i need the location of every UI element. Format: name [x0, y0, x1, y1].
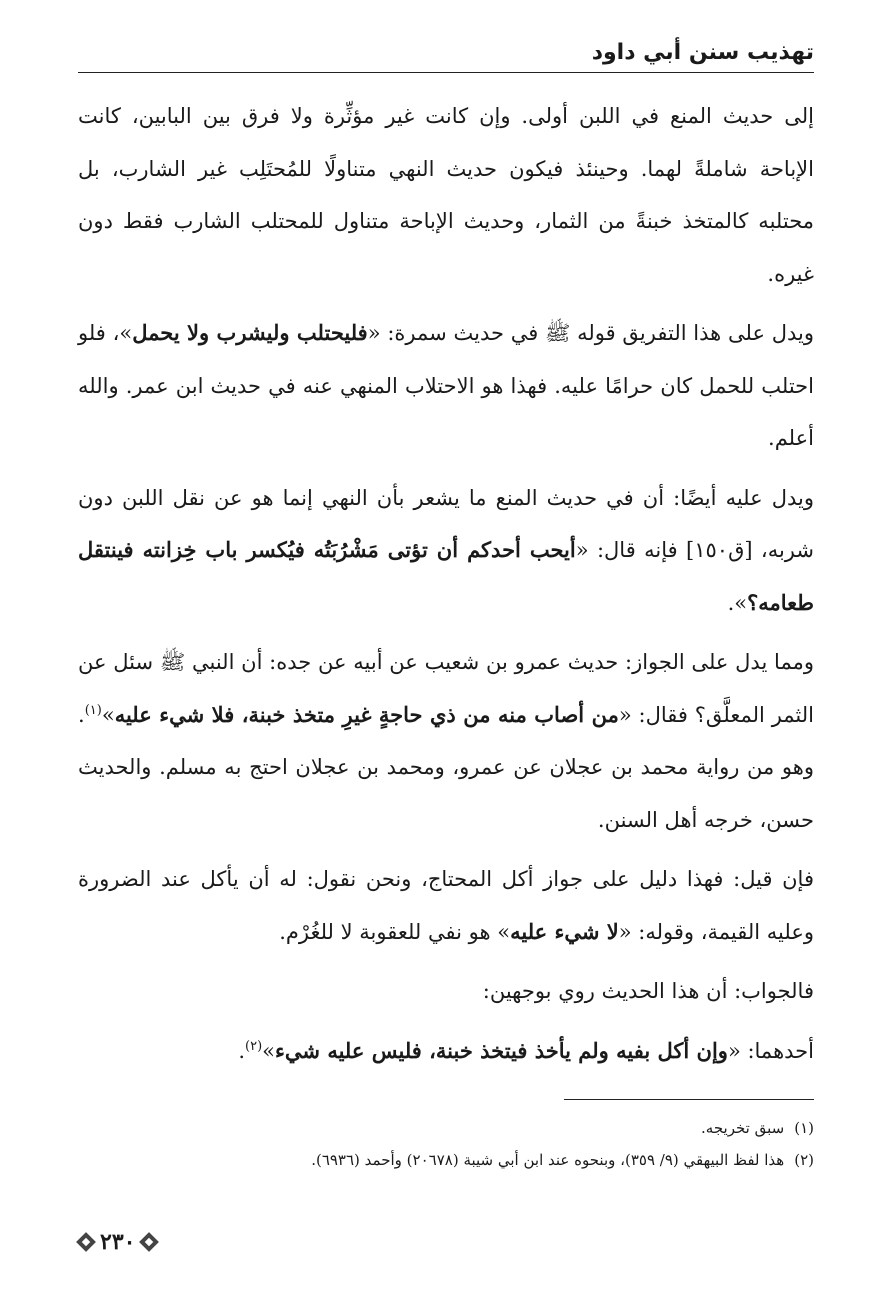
text-run: فالجواب: أن هذا الحديث روي بوجهين:: [482, 979, 814, 1003]
footnote-text: هذا لفظ البيهقي (٩/ ٣٥٩)، وبنحوه عند ابن أبي شيبة (٢٠٦٧٨) وأحمد (٦٩٣٦).: [311, 1151, 785, 1169]
text-run: ».: [727, 590, 748, 615]
footnote-number: (١): [794, 1119, 814, 1137]
footnote-number: (٢): [794, 1151, 814, 1169]
paragraph: [78, 965, 814, 1018]
page-header: [78, 38, 814, 73]
text-run: .: [238, 1038, 246, 1063]
text-run: »: [262, 1038, 276, 1063]
paragraph: [78, 1025, 814, 1078]
footnote-text: سبق تخريجه.: [701, 1119, 785, 1137]
page-number-block: [78, 1229, 157, 1255]
running-title: تهذيب سنن أبي داود: [591, 40, 814, 65]
paragraph: [78, 472, 814, 630]
footnote: [78, 1112, 814, 1144]
hadith-quote: وإن أكل بفيه ولم يأخذ فيتخذ خبنة، فليس عليه شيء: [275, 1037, 728, 1063]
footnote-ref: (٢): [245, 1038, 263, 1054]
paragraph: [78, 90, 814, 300]
hadith-quote: لا شيء عليه: [510, 918, 619, 944]
ornament-icon: [141, 1234, 157, 1250]
text-run: » هو نفي للعقوبة لا للغُرْم.: [279, 919, 511, 944]
footnote-ref: (١): [84, 702, 102, 718]
page-number: ٢٣٠: [100, 1229, 136, 1255]
text-run: »: [101, 702, 115, 727]
text-run: فإن قيل: فهذا دليل على جواز أكل المحتاج، ونحن نقول: له أن يأكل عند الضرورة وعليه القيمة، وقوله: «: [78, 867, 814, 944]
text-run: ويدل على هذا التفريق قوله ﷺ في حديث سمرة: «: [367, 321, 814, 345]
paragraph: [78, 853, 814, 958]
footnote: [78, 1144, 814, 1176]
hadith-quote: من أصاب منه من ذي حاجةٍ غيرِ متخذ خبنة، فلا شيء عليه: [114, 701, 619, 727]
footnotes: [78, 1112, 814, 1176]
paragraph: [78, 636, 814, 846]
main-text: [78, 90, 814, 1077]
text-run: ومما يدل على الجواز: حديث عمرو بن شعيب عن أبيه عن جده: أن النبي ﷺ سئل عن الثمر المعلَّق؟ فقال: «: [78, 650, 814, 727]
hadith-quote: فليحتلب وليشرب ولا يحمل: [132, 320, 368, 345]
ornament-icon: [78, 1234, 94, 1250]
text-run: . وهو من رواية محمد بن عجلان عن عمرو، ومحمد بن عجلان احتج به مسلم. والحديث حسن، خرجه أهل السنن.: [78, 702, 814, 832]
footnote-separator: [564, 1099, 814, 1100]
text-run: أحدهما: «: [727, 1038, 814, 1063]
text-run: إلى حديث المنع في اللبن أولى. وإن كانت غير مؤثِّرة ولا فرق بين البابين، كانت الإباحة شاملةً لهما. وحينئذ فيكون حديث النهي متناولًا للمُحتَلِب غير الشارب، بل محتلبه كالمتخذ خبنةً من الثمار، وحديث الإباحة متناول للمحتلب الشارب فقط دون غيره.: [78, 104, 814, 286]
text-run: »، فلو احتلب للحمل كان حرامًا عليه. فهذا هو الاحتلاب المنهي عنه في حديث ابن عمر. والله أعلم.: [78, 321, 814, 450]
paragraph: [78, 307, 814, 465]
hadith-quote: أيحب أحدكم أن تؤتى مَشْرُبَتُه فيُكسر باب خِزانته فينتقل طعامه؟: [78, 537, 814, 615]
text-run: ويدل عليه أيضًا: أن في حديث المنع ما يشعر بأن النهي إنما هو عن نقل اللبن دون شربه، [ق١٥٠] فإنه قال: «: [78, 485, 814, 562]
